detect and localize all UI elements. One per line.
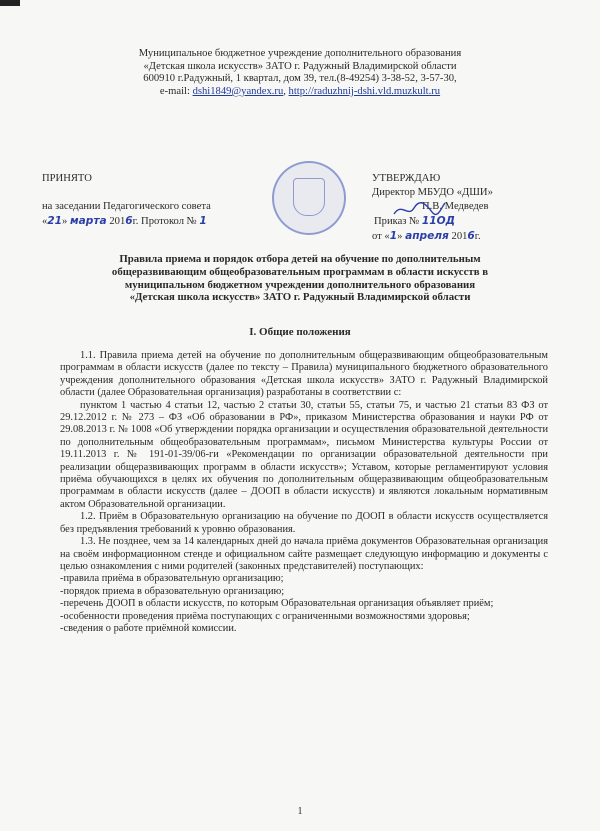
title-line-1: Правила приема и порядок отбора детей на обучение по дополнительным	[119, 253, 481, 265]
list-item: -порядок приема в образовательную организацию;	[60, 585, 285, 597]
email-link[interactable]: dshi1849@yandex.ru	[192, 85, 284, 97]
date-quote-open: «	[42, 216, 48, 227]
order-label: Приказ №	[374, 216, 420, 227]
letterhead-contacts	[90, 86, 510, 99]
seal-emblem	[293, 178, 325, 216]
approved-month: апреля	[405, 230, 449, 242]
accepted-year-digit: 6	[125, 215, 133, 227]
accepted-protocol-number: 1	[199, 215, 207, 227]
official-seal	[272, 161, 346, 235]
approved-director: Директор МБУДО «ДШИ»	[372, 187, 493, 198]
from-label: от «	[372, 231, 390, 242]
letterhead-line-2: «Детская школа искусств» ЗАТО г. Радужный Владимирской области	[143, 60, 457, 72]
accepted-month: марта	[70, 215, 107, 227]
approved-day: 1	[389, 230, 398, 242]
date-quote-close-2: »	[397, 231, 403, 242]
paragraph-1-3: 1.3. Не позднее, чем за 14 календарных дней до начала приёма документов Образовательная организация на своём информационном стенде и официальном сайте размещает следующую информацию и документы с целью ознакомления с ними родителей (законных представителей) поступающих:	[60, 536, 548, 572]
approved-year-suffix: г.	[474, 231, 481, 242]
contacts-separator: ,	[283, 85, 289, 97]
list-item: -особенности проведения приёма поступающих с ограниченными возможностями здоровья;	[60, 610, 470, 622]
accepted-date	[42, 214, 302, 229]
approved-name: П.В. Медведев	[422, 201, 489, 212]
letterhead	[90, 48, 510, 98]
email-prefix: e-mail:	[159, 85, 193, 97]
title-line-3: муниципальном бюджетном учреждении дополнительного образования	[124, 278, 476, 291]
document-body	[60, 350, 548, 635]
paragraph-1-1-basis: пунктом 1 частью 4 статьи 12, частью 2 статьи 30, статьи 55, статьи 75, и частью 21 статьи 83 ФЗ от 29.12.2012 г. № 273 – ФЗ «Об образовании в РФ», приказом Министерства образования и науки РФ от 29.08.2013 г. № 1008 «Об утверждении порядка организации и осуществления образовательной деятельности по дополнительным общеобразовательным программам», письмом Министерства культуры России от 19.11.2013 г. № 191-01-39/06-ги «Рекомендации по организации образовательной деятельности при реализации общеразвивающих программ в области искусств»; Уставом, которые регламентируют условия приёма обучающихся в целях их обучения по дополнительным общеразвивающим общеобразовательным программам в области искусств (далее – ДООП в области искусств) и являются локальным нормативным актом Образовательной организации.	[60, 399, 548, 510]
paragraph-1-1: 1.1. Правила приема детей на обучение по дополнительным общеразвивающим общеобразовательным программам в области искусств (далее по тексту – Правила) муниципального бюджетного образовательного учреждения дополнительного образования «Детская школа искусств» ЗАТО г. Радужный Владимирской области (далее Образовательная организация) разработаны в соответствии с:	[60, 350, 548, 399]
accepted-title: ПРИНЯТО	[42, 173, 92, 184]
order-number: 11ОД	[421, 215, 456, 227]
accepted-day: 21	[47, 215, 63, 227]
accepted-block	[42, 172, 302, 229]
document-title	[60, 253, 540, 304]
approved-date	[372, 229, 572, 244]
paragraph-1-2: 1.2. Приём в Образовательную организацию на обучение по ДООП в области искусств осуществляется без предъявления требований к уровню образования.	[60, 511, 548, 535]
list-item: -перечень ДООП в области искусств, по которым Образовательная организация объявляет приём;	[60, 598, 494, 610]
page-number: 1	[297, 806, 303, 817]
approved-title: УТВЕРЖДАЮ	[372, 173, 441, 184]
approved-year-prefix: 201	[451, 231, 468, 242]
title-line-4: «Детская школа искусств» ЗАТО г. Радужный Владимирской области	[129, 291, 471, 304]
title-line-2: общеразвивающим общеобразовательным программам в области искусств в	[111, 265, 489, 278]
section-heading: I. Общие положения	[249, 326, 351, 338]
list-item: -сведения о работе приёмной комиссии.	[60, 622, 237, 634]
scan-edge-mark	[0, 0, 20, 6]
accepted-protocol-label: г. Протокол №	[132, 216, 197, 227]
date-quote-close: »	[62, 216, 68, 227]
accepted-year-prefix: 201	[109, 216, 126, 227]
website-link[interactable]: http://raduzhnij-dshi.vld.muzkult.ru	[288, 85, 441, 97]
letterhead-line-3: 600910 г.Радужный, 1 квартал, дом 39, тел.(8-49254) 3-38-52, 3-57-30,	[143, 73, 457, 85]
accepted-council: на заседании Педагогического совета	[42, 201, 211, 212]
letterhead-line-1: Муниципальное бюджетное учреждение дополнительного образования	[138, 48, 462, 59]
approved-year-digit: 6	[467, 230, 475, 242]
list-item: -правила приёма в образовательную организацию;	[60, 573, 284, 585]
signature-scribble	[392, 200, 447, 220]
